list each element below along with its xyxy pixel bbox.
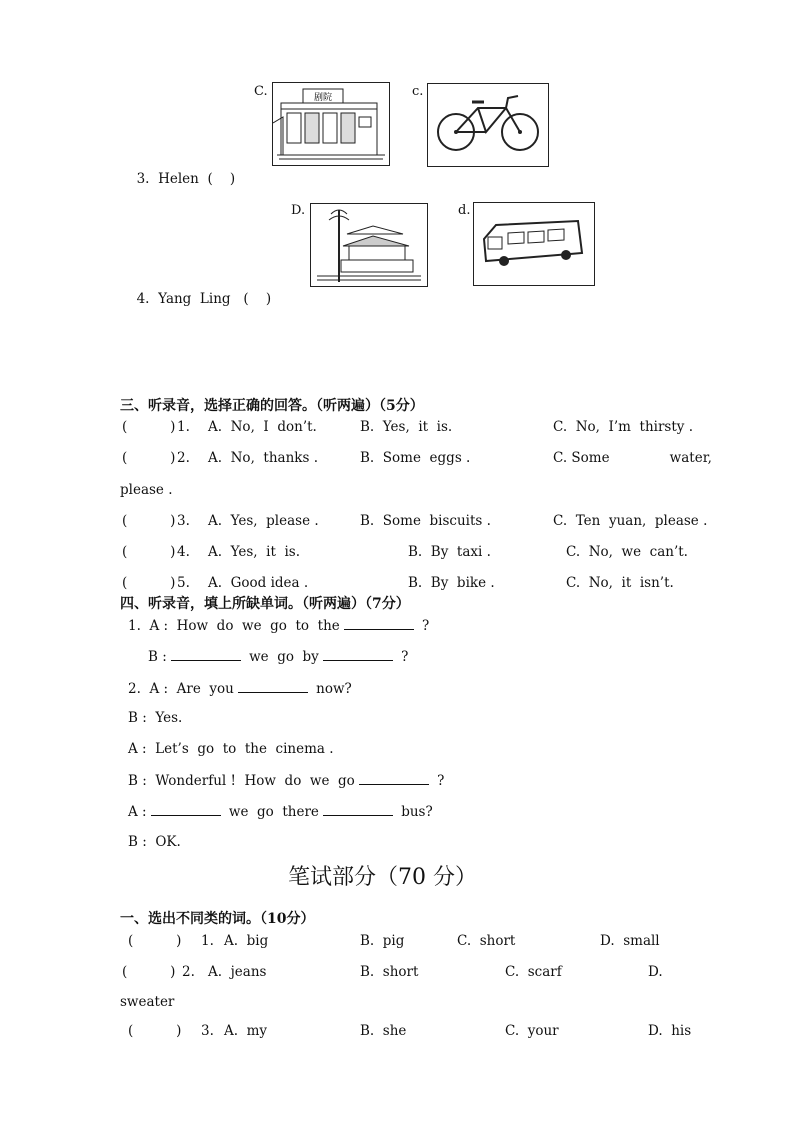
written-part-title: 笔试部分（70 分） — [288, 865, 477, 890]
fill-blank[interactable] — [323, 803, 393, 816]
fill-line-2: B : we go by ? — [148, 649, 409, 665]
section3-title: 三、听录音，选择正确的回答。（听两遍）（5分） — [120, 398, 424, 414]
tiananmen-icon — [311, 204, 427, 286]
picture-label-c: c. — [412, 84, 424, 99]
picture-label-d: d. — [458, 203, 471, 218]
picture-label-C: C. — [254, 84, 268, 99]
answer-slot[interactable]: ( ) — [122, 575, 176, 591]
picture-label-D: D. — [291, 203, 306, 218]
bicycle-icon — [428, 84, 548, 166]
fill-blank[interactable] — [359, 772, 429, 785]
fill-blank[interactable] — [344, 617, 414, 630]
answer-slot-4[interactable]: ( ) — [243, 291, 272, 307]
dialogue-line: B : OK. — [128, 834, 181, 850]
answer-slot[interactable]: ( ) — [122, 419, 176, 435]
theatre-icon — [273, 83, 389, 165]
dialogue-line: A : Let’s go to the cinema . — [128, 741, 334, 757]
theatre-picture — [272, 82, 390, 166]
fill-blank[interactable] — [238, 680, 308, 693]
answer-slot[interactable]: ( ) — [122, 513, 176, 529]
match-item-3: 3. Helen ( ) — [136, 171, 236, 187]
bicycle-picture — [427, 83, 549, 167]
fill-line-6: B : Wonderful ! How do we go ? — [128, 773, 445, 789]
answer-slot[interactable]: ( ) — [128, 933, 182, 949]
fill-line-7: A : we go there bus? — [128, 804, 433, 820]
dialogue-line: B : Yes. — [128, 710, 183, 726]
answer-slot[interactable]: ( ) — [128, 1023, 182, 1039]
fill-blank[interactable] — [171, 648, 241, 661]
match-item-4: 4. Yang Ling ( ) — [136, 291, 272, 307]
answer-slot-3[interactable]: ( ) — [207, 171, 236, 187]
bus-icon — [474, 203, 594, 285]
fill-line-3: 2. A : Are you now? — [128, 681, 352, 697]
section4-title: 四、听录音，填上所缺单词。（听两遍）（7分） — [120, 596, 410, 612]
tiananmen-picture — [310, 203, 428, 287]
answer-slot[interactable]: ( ) — [122, 544, 176, 560]
theatre-sign: 剧院 — [313, 93, 333, 103]
answer-slot[interactable]: ( ) — [122, 450, 176, 466]
fill-blank[interactable] — [151, 803, 221, 816]
answer-slot[interactable]: ( ) — [122, 964, 176, 980]
bus-picture — [473, 202, 595, 286]
fill-blank[interactable] — [323, 648, 393, 661]
part1-title: 一、选出不同类的词。（10分） — [120, 911, 315, 927]
fill-line-1: 1. A : How do we go to the ? — [128, 618, 430, 634]
